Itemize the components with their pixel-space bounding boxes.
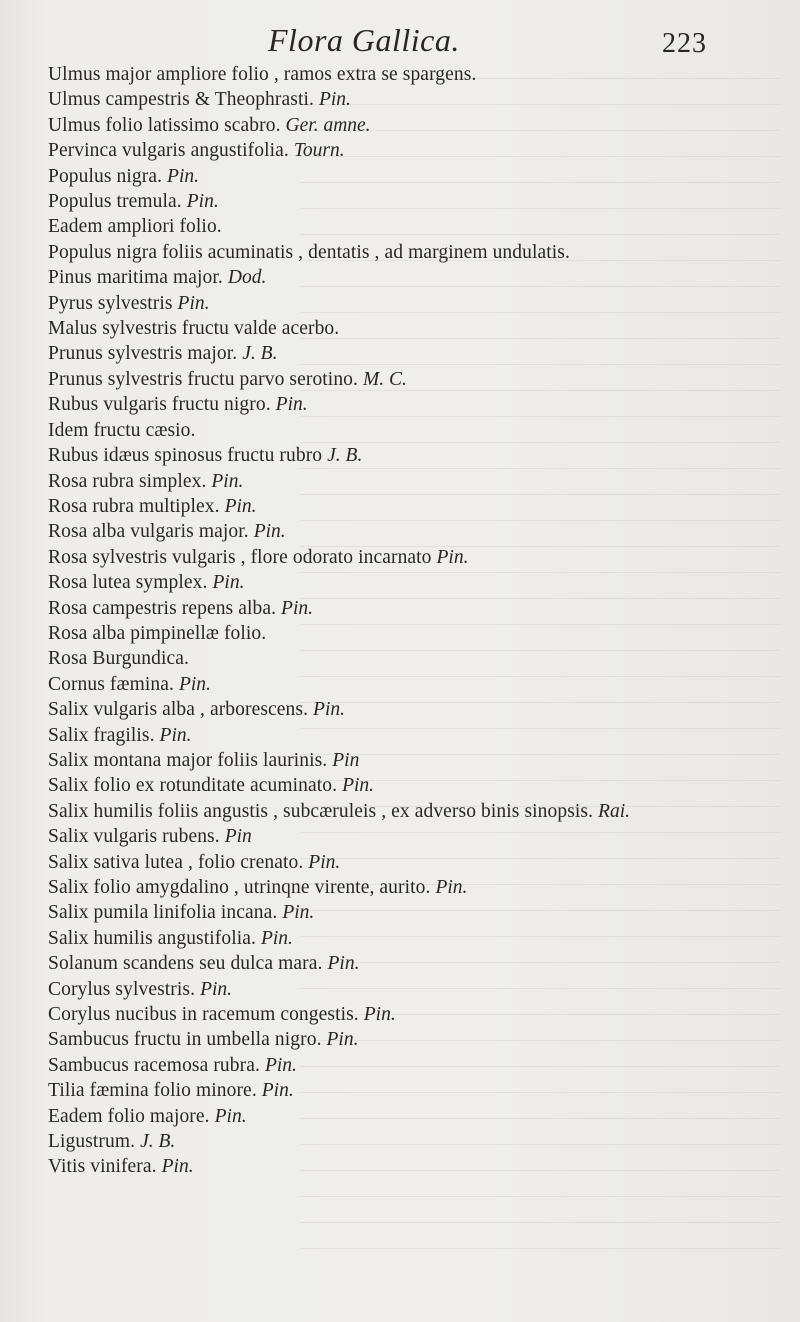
page-header: [0, 18, 800, 68]
list-item: [48, 494, 760, 519]
authority-abbrev: Pin.: [326, 1029, 359, 1051]
authority-abbrev: Pin.: [253, 521, 286, 543]
species-name: Eadem ampliori folio.: [48, 216, 222, 238]
list-item: [48, 62, 760, 87]
species-name: Salix fragilis.: [48, 724, 160, 746]
species-name: Sambucus fructu in umbella nigro.: [48, 1029, 327, 1051]
list-item: [48, 850, 760, 875]
list-item: [48, 1078, 760, 1103]
authority-abbrev: Pin.: [260, 927, 293, 949]
species-name: Rosa alba pimpinellæ folio.: [48, 622, 267, 644]
list-item: [48, 773, 760, 798]
list-item: [48, 138, 760, 163]
list-item: [48, 469, 760, 494]
species-name: Sambucus racemosa rubra.: [48, 1054, 265, 1076]
authority-abbrev: M. C.: [362, 368, 407, 390]
species-list: [48, 62, 760, 1180]
authority-abbrev: Pin.: [318, 89, 351, 111]
species-name: Salix vulgaris rubens.: [48, 826, 225, 848]
authority-abbrev: Pin.: [313, 699, 346, 721]
species-name: Idem fructu cæsio.: [48, 419, 196, 441]
list-item: [48, 392, 760, 417]
list-item: [48, 418, 760, 443]
species-name: Salix montana major foliis laurinis.: [48, 749, 333, 771]
species-name: Corylus sylvestris.: [48, 978, 201, 1000]
species-name: Prunus sylvestris fructu parvo serotino.: [48, 368, 363, 390]
authority-abbrev: Pin.: [224, 495, 257, 517]
authority-abbrev: Pin.: [161, 1156, 194, 1178]
species-name: Salix humilis angustifolia.: [48, 927, 261, 949]
list-item: [48, 977, 760, 1002]
authority-abbrev: J. B.: [140, 1131, 176, 1153]
authority-abbrev: Pin.: [282, 902, 315, 924]
species-name: Salix folio amygdalino , utrinqne virente, aurito.: [48, 877, 436, 898]
species-name: Populus nigra.: [48, 165, 168, 187]
species-name: Rosa Burgundica.: [48, 648, 189, 670]
list-item: [48, 265, 760, 290]
list-item: [48, 316, 760, 341]
list-item: [48, 545, 760, 570]
authority-abbrev: Pin.: [178, 673, 211, 695]
species-name: Tilia fæmina folio minore.: [48, 1080, 262, 1102]
species-name: Ligustrum.: [48, 1131, 141, 1153]
list-item: [48, 367, 760, 392]
authority-abbrev: J. B.: [242, 343, 278, 365]
species-name: Rosa campestris repens alba.: [48, 597, 282, 619]
authority-abbrev: Pin.: [159, 724, 192, 746]
species-name: Populus tremula.: [48, 191, 187, 213]
list-item: [48, 1154, 760, 1179]
authority-abbrev: Pin.: [342, 775, 375, 797]
list-item: [48, 341, 760, 366]
authority-abbrev: Pin.: [435, 877, 468, 898]
species-name: Ulmus folio latissimo scabro.: [48, 114, 286, 136]
list-item: [48, 723, 760, 748]
authority-abbrev: Tourn.: [293, 140, 345, 162]
authority-abbrev: Pin.: [264, 1054, 297, 1076]
species-name: Rosa sylvestris vulgaris , flore odorato incarnato: [48, 546, 437, 568]
list-item: [48, 1027, 760, 1052]
authority-abbrev: Ger. amne.: [285, 114, 371, 136]
species-name: Pyrus sylvestris: [48, 292, 178, 314]
species-name: Prunus sylvestris major.: [48, 343, 243, 365]
authority-abbrev: Pin.: [167, 165, 200, 187]
page-number: 223: [662, 28, 707, 59]
list-item: [48, 621, 760, 646]
list-item: [48, 672, 760, 697]
list-item: [48, 1129, 760, 1154]
authority-abbrev: Pin.: [177, 292, 210, 314]
species-name: Vitis vinifera.: [48, 1156, 162, 1178]
species-name: Corylus nucibus in racemum congestis.: [48, 1004, 364, 1026]
list-item: [48, 1104, 760, 1129]
authority-abbrev: J. B.: [327, 445, 363, 467]
list-item: [48, 443, 760, 468]
list-item: [48, 87, 760, 112]
species-name: Pinus maritima major.: [48, 267, 228, 289]
list-item: [48, 1053, 760, 1078]
list-item: [48, 697, 760, 722]
species-name: Salix sativa lutea , folio crenato.: [48, 851, 309, 873]
species-name: Solanum scandens seu dulca mara.: [48, 953, 328, 975]
authority-abbrev: Pin.: [212, 572, 245, 594]
list-item: [48, 240, 750, 265]
list-item: [48, 926, 760, 951]
list-item: [48, 748, 760, 773]
species-name: Salix vulgaris alba , arborescens.: [48, 699, 314, 721]
list-item: [48, 951, 760, 976]
authority-abbrev: Pin.: [214, 1105, 247, 1127]
list-item: [48, 570, 760, 595]
list-item: [48, 214, 760, 239]
authority-abbrev: Pin: [332, 749, 360, 771]
list-item: [48, 799, 750, 824]
authority-abbrev: Pin.: [275, 394, 308, 416]
species-name: Salix folio ex rotunditate acuminato.: [48, 775, 343, 797]
species-name: Rosa rubra simplex.: [48, 470, 212, 492]
list-item: [48, 596, 760, 621]
running-title: Flora Gallica.: [268, 22, 460, 58]
list-item: [48, 875, 760, 900]
authority-abbrev: Pin.: [327, 953, 360, 975]
authority-abbrev: Pin: [224, 826, 252, 848]
species-name: Rosa rubra multiplex.: [48, 495, 225, 517]
species-name: Rubus idæus spinosus fructu rubro: [48, 445, 328, 467]
species-name: Cornus fæmina.: [48, 673, 179, 695]
list-item: [48, 1002, 760, 1027]
species-name: Pervinca vulgaris angustifolia.: [48, 140, 294, 162]
species-name: Malus sylvestris fructu valde acerbo.: [48, 318, 340, 340]
authority-abbrev: Pin.: [261, 1080, 294, 1102]
species-name: Rubus vulgaris fructu nigro.: [48, 394, 276, 416]
list-item: [48, 646, 760, 671]
list-item: [48, 189, 760, 214]
list-item: [48, 824, 760, 849]
species-name: Ulmus campestris & Theophrasti.: [48, 89, 319, 111]
authority-abbrev: Dod.: [227, 267, 267, 289]
authority-abbrev: Rai.: [598, 800, 631, 822]
list-item: [48, 519, 760, 544]
list-item: [48, 900, 760, 925]
authority-abbrev: Pin.: [200, 978, 233, 1000]
list-item: [48, 113, 760, 138]
authority-abbrev: Pin.: [186, 191, 219, 213]
species-name: Salix humilis foliis angustis , subcæruleis , ex adverso binis sinopsis.: [48, 800, 599, 822]
species-name: Rosa alba vulgaris major.: [48, 521, 254, 543]
species-name: Salix pumila linifolia incana.: [48, 902, 283, 924]
list-item: [48, 291, 760, 316]
list-item: [48, 164, 760, 189]
species-name: Eadem folio majore.: [48, 1105, 215, 1127]
authority-abbrev: Pin.: [436, 546, 469, 568]
authority-abbrev: Pin.: [281, 597, 314, 619]
authority-abbrev: Pin.: [308, 851, 341, 873]
authority-abbrev: Pin.: [363, 1004, 396, 1026]
species-name: Populus nigra foliis acuminatis , dentatis , ad marginem undulatis.: [48, 241, 570, 263]
species-name: Ulmus major ampliore folio , ramos extra se spargens.: [48, 64, 477, 85]
species-name: Rosa lutea symplex.: [48, 572, 213, 594]
authority-abbrev: Pin.: [211, 470, 244, 492]
